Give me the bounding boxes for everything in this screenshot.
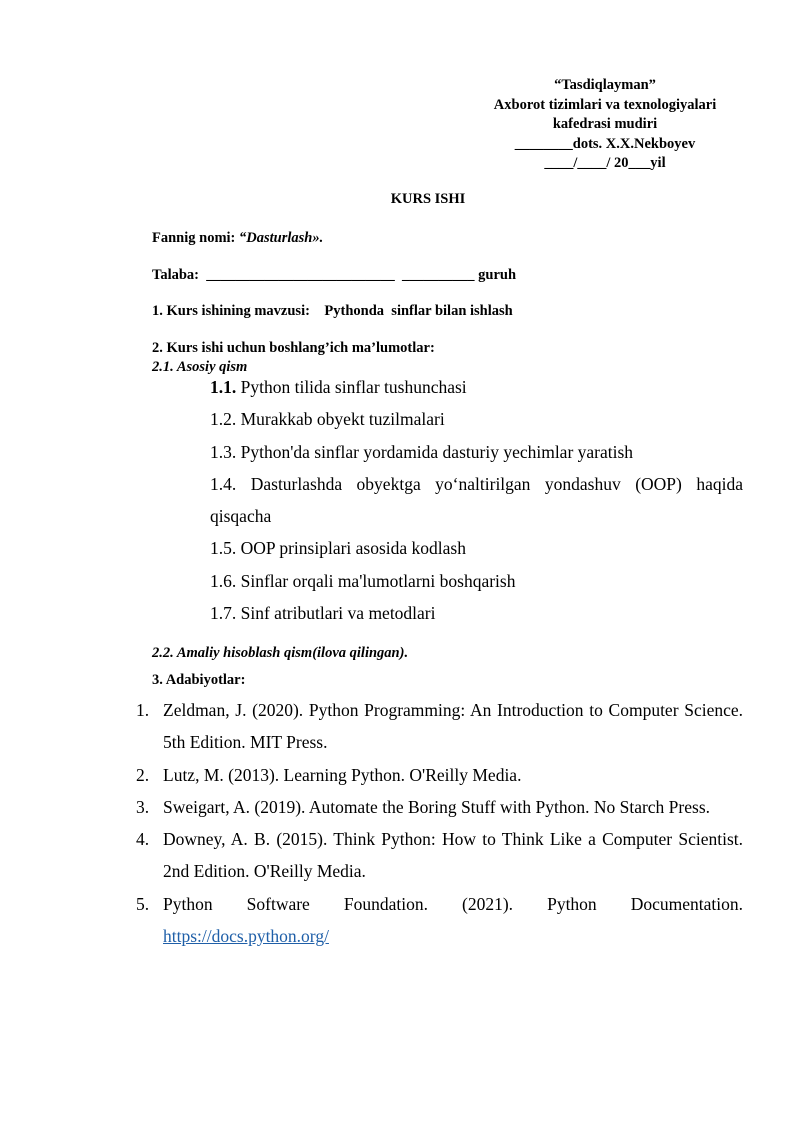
page-title: KURS ISHI <box>390 191 466 207</box>
reference-text: Downey, A. B. (2015). Think Python: How to Think Like a Computer Scientist. 2nd Edition. O'Reilly Media. <box>163 829 743 882</box>
approval-heading: “Tasdiqlayman” <box>554 77 656 93</box>
reference-item <box>136 791 743 823</box>
reference-item <box>136 694 743 759</box>
date-line: ____/____/ 20___yil <box>544 155 666 171</box>
reference-text: Lutz, M. (2013). Learning Python. O'Reilly Media. <box>163 764 522 785</box>
list-item-text: Python tilida sinflar tushunchasi <box>236 377 467 397</box>
subject-label: Fannig nomi: <box>152 230 240 246</box>
main-part-list <box>210 371 743 629</box>
practical-part-heading: 2.2. Amaliy hisoblash qism(ilova qilingan). <box>152 645 409 661</box>
student-label: Talaba: <box>152 267 200 283</box>
topic-line <box>152 303 513 320</box>
main-part-heading: 2.1. Asosiy qism <box>152 359 248 375</box>
references-heading: 3. Adabiyotlar: <box>152 672 246 688</box>
list-item-number: 1.1. <box>210 377 237 397</box>
references-list <box>136 694 743 952</box>
approval-block <box>470 76 740 174</box>
list-item: 1.2. Murakkab obyekt tuzilmalari <box>210 409 445 430</box>
reference-item <box>136 823 743 888</box>
subject-value: “Dasturlash». <box>239 230 324 246</box>
reference-text: Sweigart, A. (2019). Automate the Boring Stuff with Python. No Starch Press. <box>163 796 711 817</box>
initial-data-heading: 2. Kurs ishi uchun boshlang’ich ma’lumotlar: <box>152 340 435 356</box>
reference-item <box>136 888 743 953</box>
topic-value: Pythonda sinflar bilan ishlash <box>324 303 513 319</box>
signature-line: ________dots. X.X.Nekboyev <box>514 135 696 152</box>
list-item: 1.5. OOP prinsiplari asosida kodlash <box>210 538 466 559</box>
list-item: 1.6. Sinflar orqali ma'lumotlarni boshqarish <box>210 570 516 591</box>
list-item: 1.3. Python'da sinflar yordamida dasturiy yechimlar yaratish <box>210 441 634 462</box>
list-item: 1.7. Sinf atributlari va metodlari <box>210 603 436 624</box>
reference-number: 2. <box>136 764 150 785</box>
topic-label: 1. Kurs ishining mavzusi: <box>152 303 310 319</box>
department-name: Axborot tizimlari va texnologiyalari <box>493 96 717 113</box>
reference-number: 5. <box>136 893 150 914</box>
reference-text-block <box>163 888 743 953</box>
reference-text: Python Software Foundation. (2021). Python Documentation. <box>163 893 743 914</box>
group-blank: __________ <box>402 267 475 283</box>
list-item <box>210 371 743 403</box>
group-label: guruh <box>478 267 517 283</box>
reference-item <box>136 759 743 791</box>
department-head-title: kafedrasi mudiri <box>552 116 658 132</box>
reference-number: 4. <box>136 829 150 850</box>
subject-line <box>152 230 323 247</box>
reference-text: Zeldman, J. (2020). Python Programming: An Introduction to Computer Science. 5th Edition. MIT Press. <box>163 700 743 753</box>
student-line <box>152 267 516 284</box>
docs-link[interactable]: https://docs.python.org/ <box>163 926 329 947</box>
list-item: 1.4. Dasturlashda obyektga yo‘naltirilgan yondashuv (OOP) haqida qisqacha <box>210 473 743 527</box>
reference-number: 3. <box>136 796 150 817</box>
reference-number: 1. <box>136 700 150 720</box>
student-name-blank: __________________________ <box>206 267 395 283</box>
